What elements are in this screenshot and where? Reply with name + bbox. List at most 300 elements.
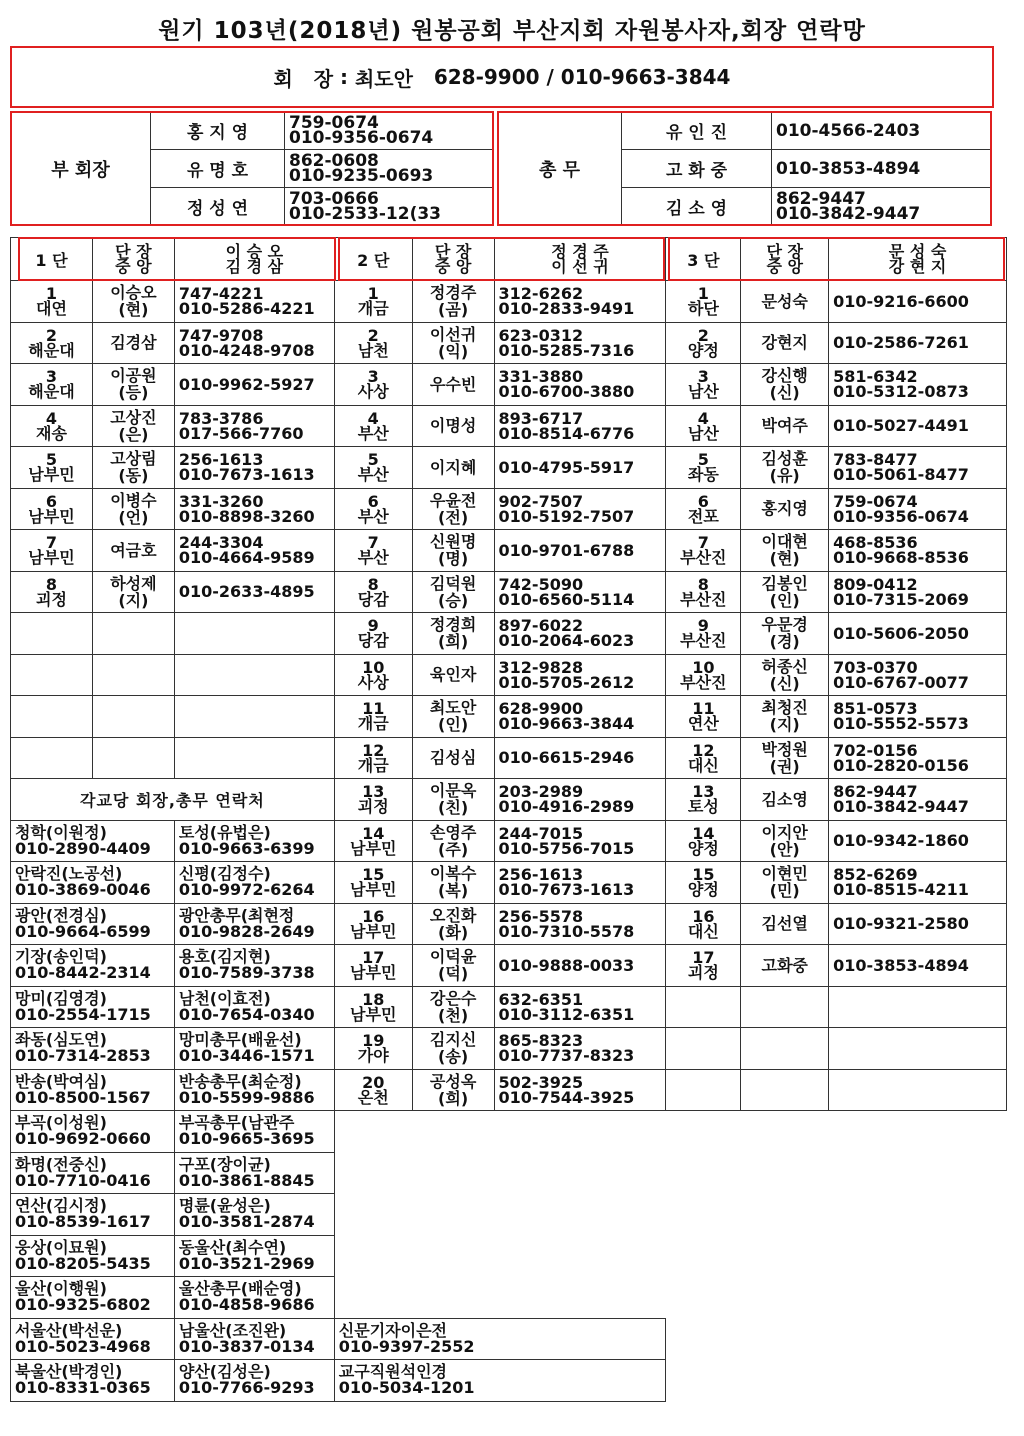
member-phone bbox=[829, 654, 1007, 696]
member-area-name: 남산 bbox=[687, 382, 719, 402]
member-phone bbox=[829, 903, 1007, 945]
member-phone-line: 865-8323 bbox=[498, 1031, 584, 1051]
general-phone: 010-3842-9447 bbox=[776, 203, 921, 224]
member-name-text: 이명성 bbox=[429, 416, 477, 436]
member-area-name: 남부민 bbox=[28, 548, 75, 568]
member-phone-line: 010-6615-2946 bbox=[498, 748, 635, 768]
member-phone bbox=[829, 447, 1007, 489]
temple-name: 부곡총무(남관주 bbox=[178, 1113, 295, 1133]
member-phone bbox=[174, 322, 334, 364]
member-name bbox=[92, 530, 174, 572]
member-number: 8 bbox=[367, 574, 379, 594]
empty-cell bbox=[174, 696, 334, 738]
unit3-header-frame bbox=[668, 237, 1005, 281]
member-name bbox=[741, 364, 829, 406]
temple-contact bbox=[174, 1235, 334, 1277]
member-phone-line: 244-3304 bbox=[178, 533, 264, 553]
member-number: 17 bbox=[362, 948, 385, 968]
member-phone-line: 897-6022 bbox=[498, 616, 584, 636]
member-phone-line: 851-0573 bbox=[833, 699, 918, 719]
member-phone-line: 010-2064-6023 bbox=[498, 631, 635, 651]
leader-name: 이 선 귀 bbox=[551, 257, 609, 276]
member-area-name: 부산진 bbox=[680, 589, 727, 609]
member-number: 6 bbox=[697, 491, 709, 511]
member-phone bbox=[829, 945, 1007, 987]
member-name-text: 이현민 bbox=[761, 864, 808, 884]
table-row bbox=[11, 1235, 1007, 1277]
member-area-name: 개금 bbox=[357, 299, 389, 319]
member-number: 4 bbox=[697, 408, 709, 428]
temple-contact bbox=[174, 1318, 334, 1360]
member-name-text: 이공원 bbox=[110, 366, 157, 386]
general-name: 유 인 진 bbox=[622, 112, 772, 150]
temple-phone: 010-3861-8845 bbox=[178, 1170, 315, 1190]
member-phone-line: 703-0370 bbox=[833, 657, 918, 677]
member-number: 9 bbox=[697, 616, 709, 636]
temple-contact bbox=[11, 1318, 175, 1360]
member-phone-line: 010-2586-7261 bbox=[833, 333, 969, 353]
empty-cell bbox=[11, 613, 93, 655]
member-area bbox=[334, 488, 412, 530]
temple-contact bbox=[11, 1277, 175, 1319]
member-area-name: 해운대 bbox=[28, 340, 75, 360]
member-area-name: 개금 bbox=[357, 714, 389, 734]
member-area bbox=[334, 530, 412, 572]
member-phone bbox=[829, 779, 1007, 821]
temple-contact bbox=[11, 862, 175, 904]
member-phone-line: 010-4916-2989 bbox=[498, 797, 635, 817]
member-area bbox=[11, 322, 93, 364]
empty-cell bbox=[92, 696, 174, 738]
member-area bbox=[666, 281, 741, 323]
member-name-text: 손영주 bbox=[429, 822, 477, 842]
member-name bbox=[412, 737, 494, 779]
temple-section-heading: 각교당 회장,총무 연락처 bbox=[11, 779, 335, 821]
member-dharma-name: (곰) bbox=[438, 300, 469, 320]
member-phone bbox=[494, 488, 666, 530]
member-phone-line: 468-8536 bbox=[833, 533, 918, 553]
temple-phone: 010-8539-1617 bbox=[15, 1212, 151, 1232]
table-row bbox=[11, 1360, 1007, 1402]
member-name-text: 강은수 bbox=[429, 988, 477, 1008]
member-area bbox=[11, 488, 93, 530]
member-dharma-name: (인) bbox=[438, 715, 469, 735]
temple-name: 연산(김시정) bbox=[15, 1196, 107, 1216]
member-phone bbox=[494, 1069, 666, 1111]
member-area-name: 부산 bbox=[357, 548, 389, 568]
member-area bbox=[666, 530, 741, 572]
member-phone bbox=[174, 571, 334, 613]
temple-phone: 010-3869-0046 bbox=[15, 880, 151, 900]
temple-contact bbox=[11, 1069, 175, 1111]
table-row bbox=[11, 447, 1007, 489]
member-area bbox=[334, 405, 412, 447]
member-name bbox=[92, 447, 174, 489]
member-number: 8 bbox=[697, 574, 709, 594]
member-dharma-name: (등) bbox=[118, 383, 149, 403]
member-phone-line: 893-6717 bbox=[498, 408, 584, 428]
member-phone bbox=[174, 405, 334, 447]
table-row bbox=[11, 986, 1007, 1028]
member-name bbox=[741, 488, 829, 530]
member-area bbox=[334, 737, 412, 779]
member-area-name: 괴정 bbox=[687, 963, 719, 983]
member-area-name: 좌동 bbox=[687, 465, 719, 485]
member-name-text: 이문옥 bbox=[429, 781, 477, 801]
role-line: 중 앙 bbox=[115, 257, 152, 276]
president-box bbox=[10, 46, 994, 108]
role-line: 단 장 bbox=[766, 242, 803, 261]
empty-cell bbox=[334, 1111, 1006, 1153]
member-name-text: 고화중 bbox=[761, 955, 808, 975]
president-name: 최도안 bbox=[354, 66, 413, 91]
member-name-text: 김경삼 bbox=[110, 333, 157, 353]
member-area bbox=[334, 696, 412, 738]
member-phone bbox=[494, 571, 666, 613]
table-row bbox=[11, 405, 1007, 447]
temple-name: 안락진(노공선) bbox=[15, 864, 123, 884]
member-name-text: 이선귀 bbox=[429, 324, 477, 344]
staff-name: 교구직원석인경 bbox=[338, 1362, 447, 1382]
role-line: 단 장 bbox=[115, 242, 152, 261]
temple-phone: 010-3521-2969 bbox=[178, 1253, 315, 1273]
member-phone-line: 010-8898-3260 bbox=[178, 506, 315, 526]
member-area bbox=[334, 613, 412, 655]
temple-name: 웅상(이묘원) bbox=[15, 1237, 107, 1257]
member-phone bbox=[829, 820, 1007, 862]
temple-phone: 010-3581-2874 bbox=[178, 1212, 315, 1232]
member-dharma-name: (현) bbox=[769, 549, 800, 569]
member-name bbox=[92, 364, 174, 406]
member-number: 12 bbox=[362, 740, 385, 760]
temple-phone: 010-8442-2314 bbox=[15, 963, 151, 983]
member-area bbox=[11, 571, 93, 613]
temple-phone: 010-4858-9686 bbox=[178, 1295, 315, 1315]
member-phone-line: 581-6342 bbox=[833, 367, 918, 387]
staff-name: 신문기자이은전 bbox=[338, 1320, 447, 1340]
empty-cell bbox=[666, 986, 741, 1028]
member-phone bbox=[829, 405, 1007, 447]
member-name bbox=[412, 1028, 494, 1070]
temple-name: 양산(김성은) bbox=[178, 1362, 271, 1382]
empty-cell bbox=[829, 986, 1007, 1028]
table-row bbox=[11, 1028, 1007, 1070]
member-phone bbox=[494, 696, 666, 738]
member-name-text: 이대현 bbox=[761, 532, 808, 552]
member-name-text: 김성심 bbox=[429, 748, 477, 768]
empty-cell bbox=[334, 1152, 1006, 1194]
empty-cell bbox=[666, 1360, 1007, 1402]
member-name-text: 최도안 bbox=[429, 698, 477, 718]
member-area-name: 당감 bbox=[357, 589, 389, 609]
member-number: 18 bbox=[362, 989, 385, 1009]
empty-cell bbox=[334, 1235, 1006, 1277]
member-number: 5 bbox=[45, 450, 58, 470]
member-area bbox=[11, 447, 93, 489]
member-area bbox=[666, 654, 741, 696]
table-row bbox=[11, 364, 1007, 406]
member-name bbox=[741, 696, 829, 738]
empty-cell bbox=[829, 1069, 1007, 1111]
member-phone bbox=[829, 862, 1007, 904]
vice-name: 유 명 호 bbox=[151, 150, 285, 188]
leader-name: 정 경 주 bbox=[551, 242, 609, 261]
member-phone-line: 623-0312 bbox=[498, 325, 584, 345]
member-number: 13 bbox=[692, 782, 715, 802]
temple-name: 울산(이행원) bbox=[15, 1279, 107, 1299]
member-phone-line: 010-7673-1613 bbox=[178, 465, 315, 485]
member-phone bbox=[494, 530, 666, 572]
unit-label: 3 단 bbox=[666, 238, 741, 281]
general-name: 김 소 영 bbox=[622, 188, 772, 226]
member-dharma-name: (신) bbox=[769, 673, 800, 693]
member-name bbox=[92, 488, 174, 530]
vice-red-frame bbox=[10, 111, 494, 226]
vice-phone: 862-0608 bbox=[289, 150, 379, 171]
empty-cell bbox=[92, 737, 174, 779]
member-name bbox=[412, 530, 494, 572]
temple-contact bbox=[174, 1069, 334, 1111]
member-area-name: 대신 bbox=[687, 921, 719, 941]
temple-name: 남울산(조진완) bbox=[178, 1320, 287, 1340]
member-number: 2 bbox=[697, 325, 709, 345]
member-name-text: 김선열 bbox=[761, 914, 808, 934]
member-phone-line: 010-5552-5573 bbox=[833, 714, 969, 734]
member-dharma-name: (천) bbox=[438, 1005, 469, 1025]
member-phone bbox=[494, 654, 666, 696]
member-number: 4 bbox=[45, 408, 58, 428]
member-name bbox=[412, 571, 494, 613]
table-row bbox=[11, 1152, 1007, 1194]
temple-name: 토성(유법은) bbox=[178, 822, 271, 842]
member-name-text: 오진화 bbox=[429, 905, 477, 925]
member-area bbox=[666, 945, 741, 987]
member-phone bbox=[494, 779, 666, 821]
temple-phone: 010-5023-4968 bbox=[15, 1336, 151, 1356]
member-phone-line: 010-5606-2050 bbox=[833, 623, 969, 643]
member-name bbox=[741, 654, 829, 696]
member-name bbox=[412, 862, 494, 904]
member-area-name: 대신 bbox=[687, 755, 719, 775]
table-row bbox=[11, 696, 1007, 738]
member-phone-line: 702-0156 bbox=[833, 740, 918, 760]
member-area bbox=[334, 322, 412, 364]
temple-phone: 010-9665-3695 bbox=[178, 1129, 315, 1149]
member-phone-line: 628-9900 bbox=[498, 699, 584, 719]
table-row bbox=[11, 322, 1007, 364]
president-sep: : bbox=[333, 65, 355, 89]
member-number: 4 bbox=[367, 408, 379, 428]
member-name-text: 김덕원 bbox=[429, 573, 477, 593]
member-name-text: 김봉인 bbox=[761, 573, 808, 593]
member-name-text: 최청진 bbox=[761, 698, 808, 718]
member-area-name: 재송 bbox=[36, 423, 67, 443]
member-phone-line: 331-3880 bbox=[498, 367, 584, 387]
member-area bbox=[334, 986, 412, 1028]
vice-phone: 759-0674 bbox=[289, 112, 379, 133]
member-area-name: 대연 bbox=[36, 299, 67, 319]
member-phone bbox=[829, 737, 1007, 779]
member-name bbox=[412, 945, 494, 987]
member-name-text: 이복수 bbox=[429, 864, 477, 884]
member-name bbox=[412, 696, 494, 738]
member-area-name: 양정 bbox=[687, 880, 719, 900]
member-phone-line: 010-9342-1860 bbox=[833, 831, 969, 851]
empty-cell bbox=[174, 737, 334, 779]
member-area-name: 남부민 bbox=[350, 1004, 397, 1024]
member-dharma-name: (언) bbox=[118, 507, 149, 527]
member-phone-line: 010-8515-4211 bbox=[833, 880, 969, 900]
empty-cell bbox=[666, 1028, 741, 1070]
empty-cell bbox=[174, 613, 334, 655]
member-phone bbox=[174, 364, 334, 406]
temple-contact bbox=[174, 903, 334, 945]
member-phone-line: 010-5286-4221 bbox=[178, 299, 315, 319]
member-phone-line: 010-7544-3925 bbox=[498, 1087, 635, 1107]
member-phone-line: 010-2820-0156 bbox=[833, 755, 969, 775]
temple-name: 구포(장이균) bbox=[178, 1154, 271, 1174]
member-phone-line: 747-4221 bbox=[178, 284, 264, 304]
member-name-text: 하성제 bbox=[110, 573, 157, 593]
member-number: 7 bbox=[367, 533, 379, 553]
temple-phone: 010-9664-6599 bbox=[15, 921, 151, 941]
member-dharma-name: (승) bbox=[438, 590, 469, 610]
temple-contact bbox=[11, 1028, 175, 1070]
member-number: 5 bbox=[697, 450, 709, 470]
member-number: 3 bbox=[367, 367, 379, 387]
member-phone-line: 010-3842-9447 bbox=[833, 797, 969, 817]
temple-name: 망미(김영경) bbox=[15, 988, 107, 1008]
member-area-name: 토성 bbox=[687, 797, 719, 817]
member-phone-line: 010-6560-5114 bbox=[498, 589, 635, 609]
member-number: 6 bbox=[45, 491, 58, 511]
member-name-text: 우윤전 bbox=[429, 490, 477, 510]
member-dharma-name: (경) bbox=[769, 632, 800, 652]
temple-phone: 010-7654-0340 bbox=[178, 1004, 315, 1024]
member-name-text: 홍지영 bbox=[761, 499, 808, 519]
member-phone-line: 010-3853-4894 bbox=[833, 955, 969, 975]
leader-name: 문 성 숙 bbox=[888, 242, 947, 261]
member-dharma-name: (명) bbox=[438, 549, 469, 569]
member-phone-line: 010-9701-6788 bbox=[498, 540, 635, 560]
member-phone-line: 010-9321-2580 bbox=[833, 914, 969, 934]
temple-name: 울산총무(배순영) bbox=[178, 1279, 302, 1299]
member-name bbox=[92, 405, 174, 447]
member-area-name: 양정 bbox=[687, 838, 719, 858]
member-name bbox=[412, 322, 494, 364]
member-area bbox=[334, 779, 412, 821]
member-number: 16 bbox=[362, 906, 385, 926]
member-phone-line: 010-9962-5927 bbox=[178, 374, 315, 394]
member-area bbox=[334, 654, 412, 696]
member-area-name: 남부민 bbox=[28, 506, 75, 526]
table-row bbox=[11, 488, 1007, 530]
temple-phone: 010-9828-2649 bbox=[178, 921, 315, 941]
member-dharma-name: (희) bbox=[438, 1088, 469, 1108]
member-dharma-name: (안) bbox=[769, 839, 800, 859]
member-area bbox=[666, 779, 741, 821]
member-name-text: 이승오 bbox=[110, 283, 157, 303]
member-name-text: 김소영 bbox=[761, 789, 808, 809]
member-phone bbox=[494, 281, 666, 323]
role-line: 중 앙 bbox=[766, 257, 803, 276]
member-name bbox=[412, 903, 494, 945]
member-area bbox=[666, 696, 741, 738]
member-area bbox=[334, 447, 412, 489]
member-name-text: 여금호 bbox=[110, 540, 157, 560]
member-name-text: 이지혜 bbox=[429, 457, 477, 477]
table-row bbox=[11, 613, 1007, 655]
member-area bbox=[334, 820, 412, 862]
member-name-text: 우수빈 bbox=[429, 374, 477, 394]
member-phone bbox=[829, 322, 1007, 364]
table-row bbox=[11, 862, 1007, 904]
temple-name: 망미총무(배윤선) bbox=[178, 1030, 302, 1050]
member-phone-line: 010-4795-5917 bbox=[498, 457, 635, 477]
temple-phone: 010-8205-5435 bbox=[15, 1253, 151, 1273]
member-name bbox=[412, 1069, 494, 1111]
member-name-text: 강신행 bbox=[761, 366, 808, 386]
role-line: 단 장 bbox=[434, 242, 472, 261]
staff-phone: 010-5034-1201 bbox=[338, 1378, 475, 1398]
member-area bbox=[334, 1069, 412, 1111]
member-name bbox=[412, 654, 494, 696]
member-area-name: 하단 bbox=[687, 299, 719, 319]
temple-contact bbox=[174, 986, 334, 1028]
vice-phone: 010-9356-0674 bbox=[289, 127, 434, 148]
member-dharma-name: (은) bbox=[118, 424, 149, 444]
member-number: 8 bbox=[45, 574, 58, 594]
temple-phone: 010-8500-1567 bbox=[15, 1087, 151, 1107]
temple-name: 기장(송인덕) bbox=[15, 947, 107, 967]
temple-contact bbox=[174, 820, 334, 862]
member-phone-line: 312-9828 bbox=[498, 657, 584, 677]
member-name bbox=[741, 613, 829, 655]
member-area bbox=[666, 488, 741, 530]
member-number: 7 bbox=[697, 533, 709, 553]
member-number: 10 bbox=[362, 657, 385, 677]
member-dharma-name: (인) bbox=[769, 590, 800, 610]
temple-phone: 010-3837-0134 bbox=[178, 1336, 315, 1356]
member-phone bbox=[494, 364, 666, 406]
member-area-name: 부산진 bbox=[680, 548, 727, 568]
member-phone-line: 010-5192-7507 bbox=[498, 506, 635, 526]
member-dharma-name: (신) bbox=[769, 383, 800, 403]
member-area-name: 개금 bbox=[357, 755, 389, 775]
empty-cell bbox=[11, 654, 93, 696]
empty-cell bbox=[334, 1194, 1006, 1236]
table-row bbox=[11, 1194, 1007, 1236]
empty-cell bbox=[666, 1069, 741, 1111]
member-area-name: 전포 bbox=[687, 506, 719, 526]
member-dharma-name: (덕) bbox=[438, 964, 469, 984]
member-name bbox=[92, 571, 174, 613]
role-line: 중 앙 bbox=[434, 257, 472, 276]
member-phone-line: 747-9708 bbox=[178, 325, 264, 345]
member-area-name: 괴정 bbox=[357, 797, 389, 817]
temple-name: 동울산(최수연) bbox=[178, 1237, 287, 1257]
member-dharma-name: (유) bbox=[769, 466, 800, 486]
temple-phone: 010-7710-0416 bbox=[15, 1170, 151, 1190]
member-phone-line: 010-9888-0033 bbox=[498, 955, 635, 975]
member-phone-line: 010-9216-6600 bbox=[833, 291, 969, 311]
table-row bbox=[11, 1069, 1007, 1111]
temple-contact bbox=[11, 903, 175, 945]
member-phone-line: 632-6351 bbox=[498, 989, 584, 1009]
member-phone bbox=[494, 322, 666, 364]
member-area bbox=[11, 281, 93, 323]
member-phone-line: 010-5061-8477 bbox=[833, 465, 969, 485]
